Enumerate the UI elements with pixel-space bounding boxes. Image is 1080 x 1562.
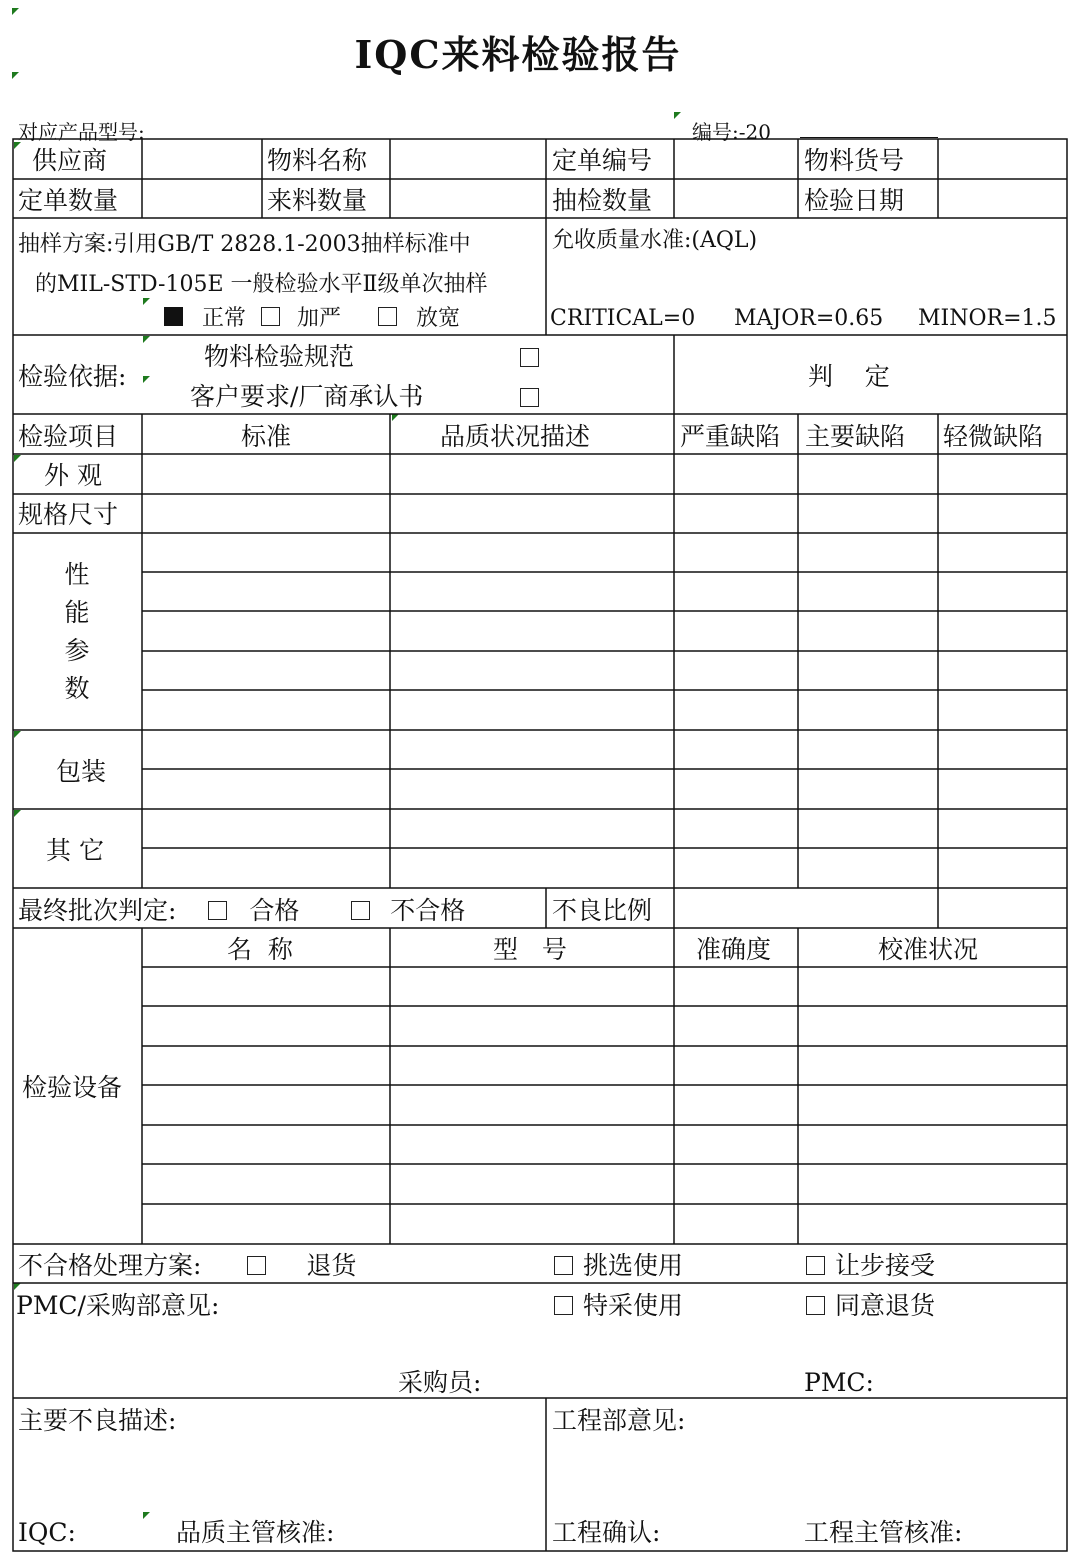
agree-return-option — [806, 1293, 935, 1318]
supplier-label: 供应商 — [32, 146, 108, 175]
handling-row — [18, 1253, 356, 1278]
pmc-label: PMC: — [804, 1368, 874, 1397]
sampling-line-1: 抽样方案:引用GB/T 2828.1-2003抽样标准中 — [18, 232, 471, 257]
handling-label: 不合格处理方案: — [18, 1251, 202, 1280]
comment-marker — [143, 376, 150, 383]
aql-label: 允收质量水准:(AQL) — [552, 228, 758, 253]
number-label: 编号:-20 — [692, 120, 771, 144]
comment-marker — [14, 455, 21, 462]
item-no-label: 物料货号 — [804, 146, 905, 175]
comment-marker — [12, 72, 19, 79]
col-minor: 轻微缺陷 — [943, 422, 1044, 451]
concession-label: 让步接受 — [834, 1251, 935, 1280]
item-dimension: 规格尺寸 — [18, 500, 119, 529]
main-defect-label: 主要不良描述: — [18, 1406, 177, 1435]
col-desc: 品质状况描述 — [440, 422, 591, 451]
eng-manager-label: 工程主管核准: — [804, 1518, 963, 1547]
item-performance: 性 能 参 数 — [64, 560, 90, 703]
select-use-label: 挑选使用 — [582, 1251, 683, 1280]
return-checkbox[interactable] — [247, 1256, 266, 1275]
comment-marker — [143, 336, 150, 343]
agree-return-label: 同意退货 — [834, 1291, 935, 1320]
comment-marker — [14, 1283, 21, 1290]
comment-marker — [12, 8, 19, 15]
comment-marker — [143, 298, 150, 305]
order-qty-label: 定单数量 — [18, 186, 119, 215]
equip-col-accuracy: 准确度 — [696, 935, 772, 964]
fail-checkbox[interactable] — [351, 901, 370, 920]
equip-col-name: 名 称 — [227, 935, 293, 964]
pass-checkbox[interactable] — [208, 901, 227, 920]
col-major: 主要缺陷 — [805, 422, 906, 451]
qc-manager-label: 品质主管核准: — [176, 1518, 335, 1547]
fail-label: 不合格 — [390, 896, 466, 925]
special-use-label: 特采使用 — [582, 1291, 683, 1320]
normal-checkbox[interactable] — [164, 307, 183, 326]
agree-return-checkbox[interactable] — [806, 1296, 825, 1315]
order-no-label: 定单编号 — [552, 146, 653, 175]
comment-marker — [392, 414, 399, 421]
final-judgement-row — [18, 898, 465, 923]
sample-qty-label: 抽检数量 — [552, 186, 653, 215]
pass-label: 合格 — [249, 896, 300, 925]
comment-marker — [674, 112, 681, 119]
eng-confirm-label: 工程确认: — [552, 1518, 661, 1547]
aql-minor: MINOR=1.5 — [918, 306, 1057, 331]
tightened-label: 加严 — [297, 306, 342, 331]
equipment-label: 检验设备 — [22, 1073, 123, 1102]
number-underline — [800, 137, 938, 138]
product-model-label: 对应产品型号: — [18, 120, 145, 144]
page-title: IQC来料检验报告 — [354, 32, 682, 77]
sampling-line-2: 的MIL-STD-105E 一般检验水平Ⅱ级单次抽样 — [35, 272, 488, 297]
inspect-date-label: 检验日期 — [804, 186, 905, 215]
aql-major: MAJOR=0.65 — [734, 306, 884, 331]
col-standard: 标准 — [241, 422, 292, 451]
customer-checkbox[interactable] — [520, 388, 539, 407]
comment-marker — [14, 731, 21, 738]
return-label: 退货 — [306, 1251, 357, 1280]
normal-label: 正常 — [202, 306, 247, 331]
basis-option-customer: 客户要求/厂商承认书 — [190, 382, 424, 411]
basis-label: 检验依据: — [18, 362, 127, 391]
col-critical: 严重缺陷 — [680, 422, 781, 451]
comment-marker — [14, 810, 21, 817]
equip-col-model: 型 号 — [493, 935, 567, 964]
comment-marker — [143, 1512, 150, 1519]
item-other: 其 它 — [46, 836, 104, 865]
sampling-options — [164, 307, 460, 330]
select-use-checkbox[interactable] — [554, 1256, 573, 1275]
defect-ratio-label: 不良比例 — [552, 896, 653, 925]
special-use-checkbox[interactable] — [554, 1296, 573, 1315]
judge-label: 判 定 — [808, 362, 890, 391]
tightened-checkbox[interactable] — [261, 307, 280, 326]
material-name-label: 物料名称 — [267, 146, 368, 175]
concession-checkbox[interactable] — [806, 1256, 825, 1275]
equip-col-calibration: 校准状况 — [878, 935, 979, 964]
item-appearance: 外 观 — [44, 461, 102, 490]
reduced-checkbox[interactable] — [378, 307, 397, 326]
eng-opinion-label: 工程部意见: — [552, 1406, 686, 1435]
incoming-qty-label: 来料数量 — [267, 186, 368, 215]
spec-checkbox[interactable] — [520, 348, 539, 367]
col-item: 检验项目 — [18, 422, 119, 451]
buyer-label: 采购员: — [398, 1368, 482, 1397]
aql-critical: CRITICAL=0 — [550, 306, 696, 331]
special-use-option — [554, 1293, 683, 1318]
pmc-opinion-label: PMC/采购部意见: — [16, 1291, 220, 1320]
item-packaging: 包装 — [56, 757, 107, 786]
final-label: 最终批次判定: — [18, 896, 177, 925]
concession-option — [806, 1253, 935, 1278]
reduced-label: 放宽 — [416, 306, 461, 331]
basis-option-spec: 物料检验规范 — [204, 342, 355, 371]
iqc-label: IQC: — [18, 1518, 76, 1547]
select-use-option — [554, 1253, 683, 1278]
